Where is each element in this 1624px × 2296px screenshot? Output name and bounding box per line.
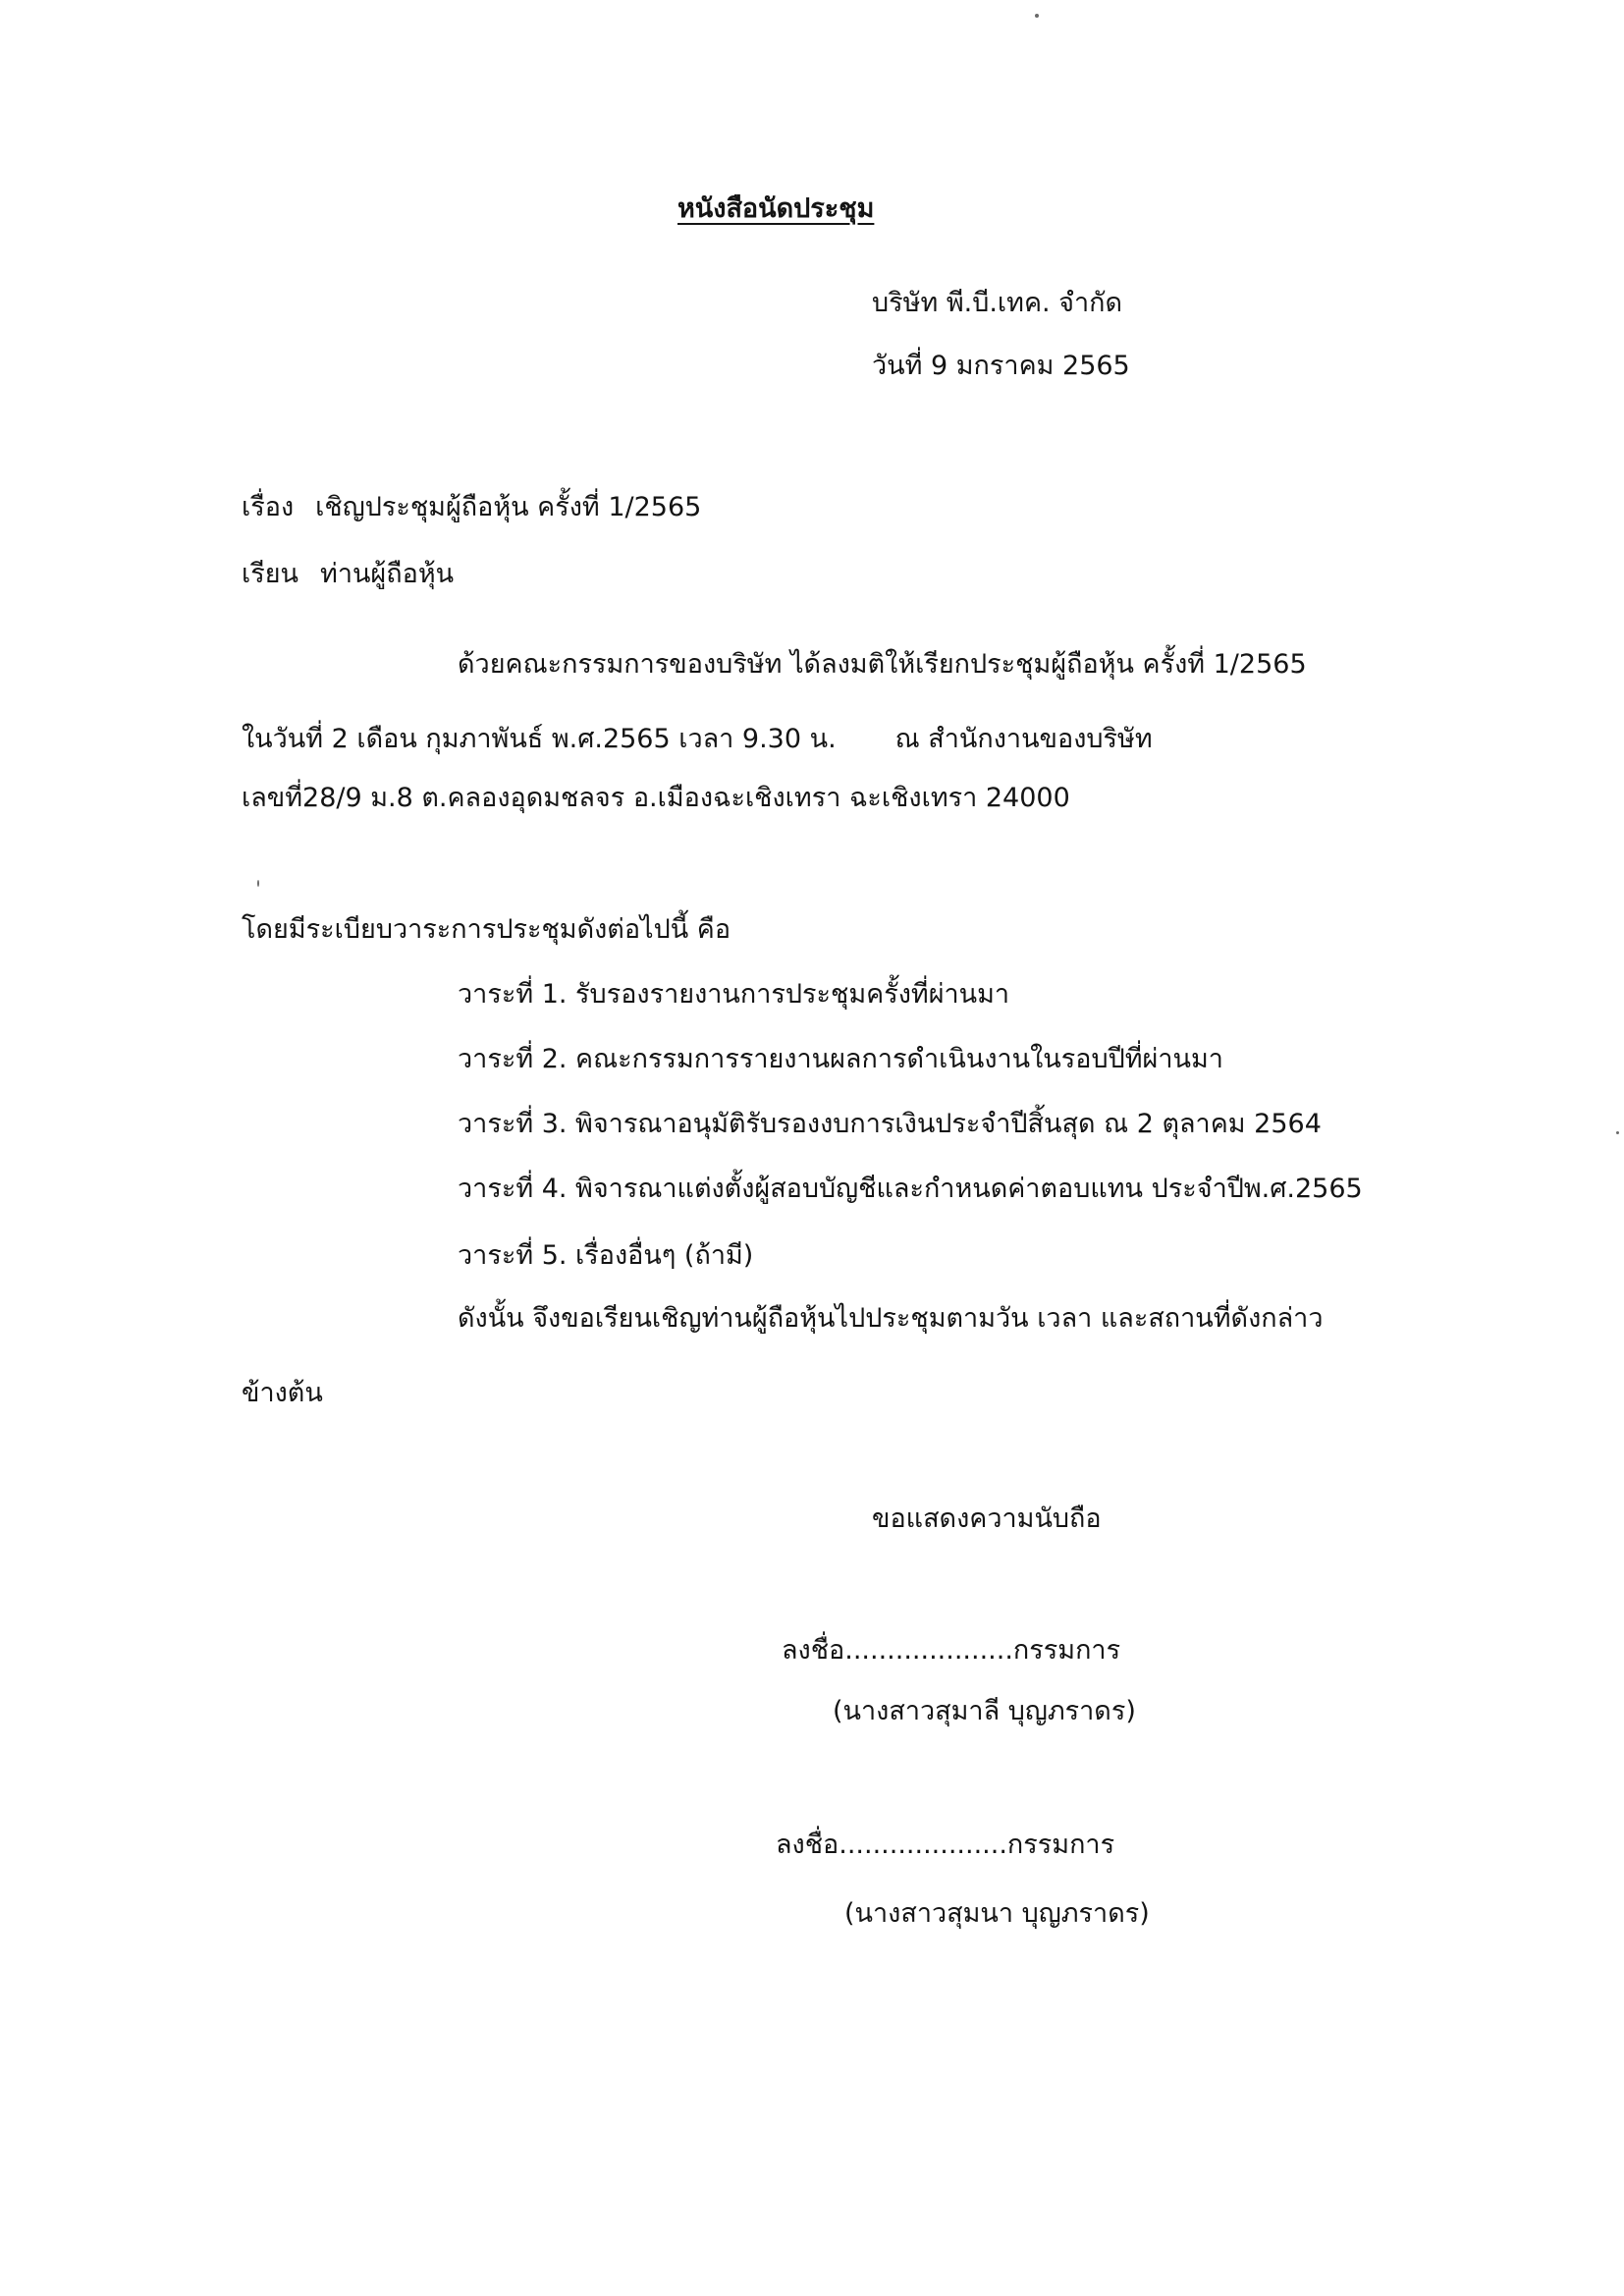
scan-speck [1616,1131,1619,1134]
agenda-intro: โดยมีระเบียบวาระการประชุมดังต่อไปนี้ คือ [242,914,731,945]
closing-line-2: ข้างต้น [242,1378,323,1408]
signatory-name-1: (นางสาวสุมาลี บุญภราดร) [833,1696,1136,1726]
scan-speck [1035,14,1039,18]
body-line-2 [242,723,1153,756]
agenda-item-3: วาระที่ 3. พิจารณาอนุมัติรับรองงบการเงินประจำปีสิ้นสุด ณ 2 ตุลาคม 2564 [458,1109,1322,1139]
subject-label: เรื่อง [242,492,295,522]
meeting-datetime: ในวันที่ 2 เดือน กุมภาพันธ์ พ.ศ.2565 เวลา 9.30 น. [242,724,837,754]
body-line-3-address: เลขที่28/9 ม.8 ต.คลองอุดมชลจร อ.เมืองฉะเชิงเทรา ฉะเชิงเทรา 24000 [242,783,1070,813]
closing-regards: ขอแสดงความนับถือ [872,1503,1102,1534]
subject-text: เชิญประชุมผู้ถือหุ้น ครั้งที่ 1/2565 [315,492,702,522]
document-date: วันที่ 9 มกราคม 2565 [872,351,1130,381]
document-title: หนังสือนัดประชุม [677,193,875,224]
company-name: บริษัท พี.บี.เทค. จำกัด [872,288,1123,318]
recipient-line [242,558,454,591]
meeting-venue: ณ สำนักงานของบริษัท [894,724,1153,754]
agenda-item-4: วาระที่ 4. พิจารณาแต่งตั้งผู้สอบบัญชีและกำหนดค่าตอบแทน ประจำปีพ.ศ.2565 [458,1174,1363,1204]
scan-speck [257,880,259,887]
recipient-text: ท่านผู้ถือหุ้น [320,559,455,589]
closing-line-1: ดังนั้น จึงขอเรียนเชิญท่านผู้ถือหุ้นไปประชุมตามวัน เวลา และสถานที่ดังกล่าว [458,1303,1324,1334]
signatory-name-2: (นางสาวสุมนา บุญภราดร) [844,1898,1150,1929]
agenda-item-1: วาระที่ 1. รับรองรายงานการประชุมครั้งที่ผ่านมา [458,979,1010,1010]
subject-line [242,491,701,524]
agenda-item-2: วาระที่ 2. คณะกรรมการรายงานผลการดำเนินงานในรอบปีที่ผ่านมา [458,1044,1223,1074]
signature-line-2: ลงชื่อ....................กรรมการ [776,1830,1115,1860]
agenda-item-5: วาระที่ 5. เรื่องอื่นๆ (ถ้ามี) [458,1240,754,1271]
recipient-label: เรียน [242,559,299,589]
signature-line-1: ลงชื่อ....................กรรมการ [782,1635,1121,1666]
body-line-1: ด้วยคณะกรรมการของบริษัท ได้ลงมติให้เรียกประชุมผู้ถือหุ้น ครั้งที่ 1/2565 [458,649,1307,680]
